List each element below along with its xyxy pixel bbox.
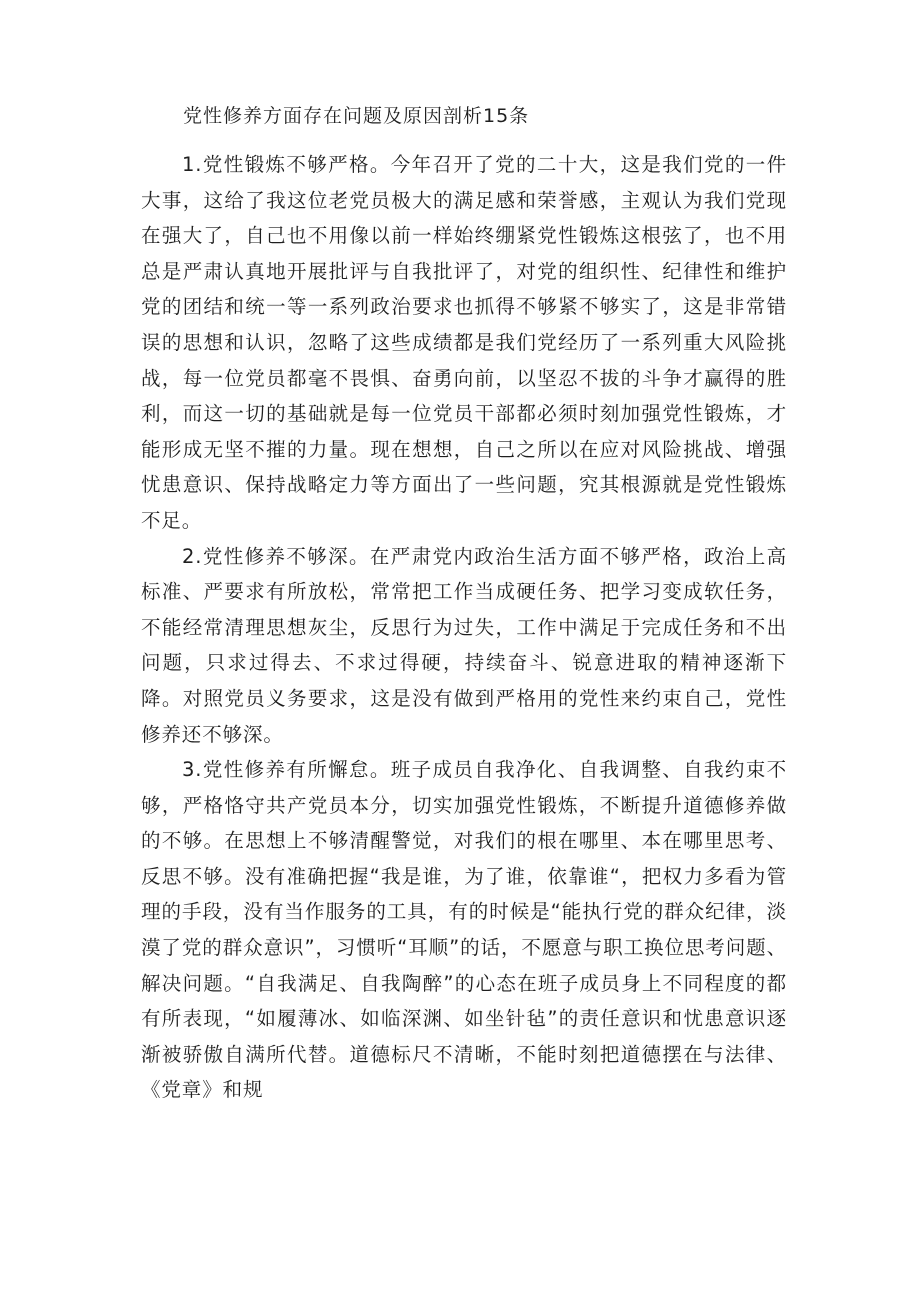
document-title: 党性修养方面存在问题及原因剖析15条: [183, 105, 530, 127]
paragraph-2: 2.党性修养不够深。在严肃党内政治生活方面不够严格，政治上高标准、严要求有所放松，常常把工作当成硬任务、把学习变成软任务，不能经常清理思想灰尘，反思行为过失，工作中满足于完成任务和不出问题，只求过得去、不求过得硬，持续奋斗、锐意进取的精神逐渐下降。对照党员义务要求，这是没有做到严格用的党性来约束自己，党性修养还不够深。: [141, 544, 787, 746]
paragraph-1: 1.党性锻炼不够严格。今年召开了党的二十大，这是我们党的一件大事，这给了我这位老党员极大的满足感和荣誉感，主观认为我们党现在强大了，自己也不用像以前一样始终绷紧党性锻炼这根弦了，也不用总是严肃认真地开展批评与自我批评了，对党的组织性、纪律性和维护党的团结和统一等一系列政治要求也抓得不够紧不够实了，这是非常错误的思想和认识，忽略了这些成绩都是我们党经历了一系列重大风险挑战，每一位党员都毫不畏惧、奋勇向前，以坚忍不拔的斗争才赢得的胜利，而这一切的基础就是每一位党员干部都必须时刻加强党性锻炼，才能形成无坚不摧的力量。现在想想，自己之所以在应对风险挑战、增强忧患意识、保持战略定力等方面出了一些问题，究其根源就是党性锻炼不足。: [141, 153, 787, 532]
paragraph-3: 3.党性修养有所懈怠。班子成员自我净化、自我调整、自我约束不够，严格恪守共产党员本分，切实加强党性锻炼，不断提升道德修养做的不够。在思想上不够清醒警觉，对我们的根在哪里、本在哪里思考、反思不够。没有准确把握“我是谁，为了谁，依靠谁“，把权力多看为管理的手段，没有当作服务的工具，有的时候是“能执行党的群众纪律，淡漠了党的群众意识”，习惯听“耳顺”的话，不愿意与职工换位思考问题、解决问题。“自我满足、自我陶醉”的心态在班子成员身上不同程度的都有所表现，“如履薄冰、如临深渊、如坐针毡”的责任意识和忧患意识逐渐被骄傲自满所代替。道德标尺不清晰，不能时刻把道德摆在与法律、《党章》和规: [141, 758, 787, 1102]
document-body: [141, 147, 787, 1108]
